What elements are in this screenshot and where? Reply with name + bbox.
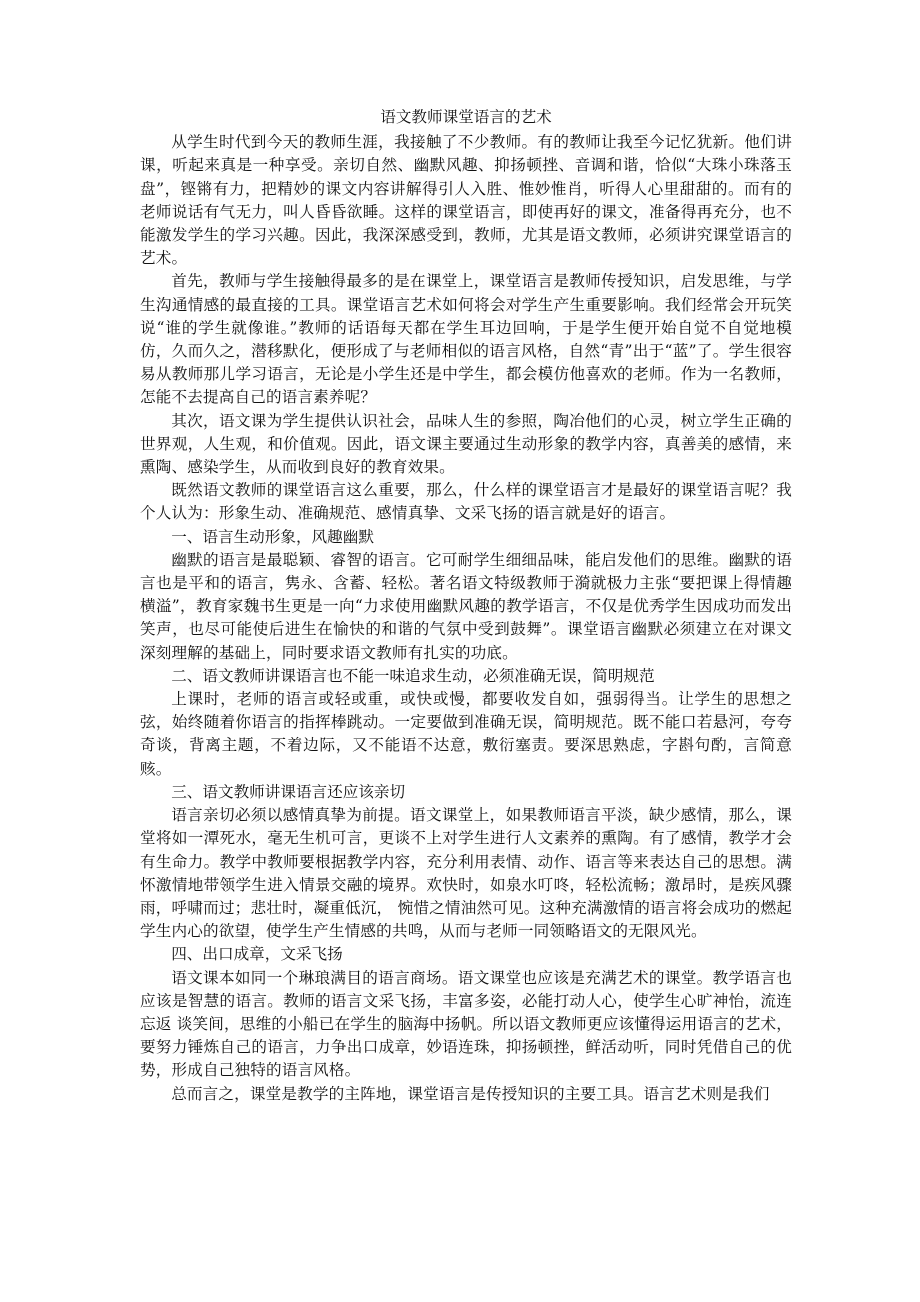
paragraph-intro: 从学生时代到今天的教师生涯，我接触了不少教师。有的教师让我至今记忆犹新。他们讲课，听起来真是一种享受。亲切自然、幽默风趣、抑扬顿挫、音调和谐，恰似“大珠小珠落玉盘”，铿锵有力，把精妙的课文内容讲解得引人入胜、惟妙惟肖，听得人心里甜甜的。而有的老师说话有气无力，叫人昏昏欲睡。这样的课堂语言，即使再好的课文，准备得再充分，也不能激发学生的学习兴趣。因此，我深深感受到，教师，尤其是语文教师，必须讲究课堂语言的艺术。 [140, 133, 792, 268]
paragraph-section-3: 语言亲切必须以感情真挚为前提。语文课堂上，如果教师语言平淡，缺少感情，那么，课堂将如一潭死水，毫无生机可言，更谈不上对学生进行人文素养的熏陶。有了感情，教学才会有生命力。教学中教师要根据教学内容，充分利用表情、动作、语言等来表达自己的思想。满怀激情地带领学生进入情景交融的境界。欢快时，如泉水叮咚，轻松流畅；激昂时，是疾风骤雨，呼啸而过；悲壮时，凝重低沉， 惋惜之情油然可见。这种充满激情的语言将会成功的燃起学生内心的欲望，使学生产生情感的共鸣，从而与老师一同领略语文的无限风光。 [140, 806, 792, 941]
section-heading-2: 二、语文教师讲课语言也不能一味追求生动，必须准确无误，简明规范 [171, 666, 655, 685]
paragraph-section-1: 幽默的语言是最聪颖、睿智的语言。它可耐学生细细品味，能启发他们的思维。幽默的语言也是平和的语言，隽永、含蓄、轻松。著名语文特级教师于漪就极力主张“要把课上得情趣横溢”，教育家魏书生更是一向“力求使用幽默风趣的教学语言，不仅是优秀学生因成功而发出笑声，也尽可能使后进生在愉快的和谐的气氛中受到鼓舞”。课堂语言幽默必须建立在对课文深刻理解的基础上，同时要求语文教师有扎实的功底。 [140, 550, 792, 662]
paragraph-section-2: 上课时，老师的语言或轻或重，或快或慢，都要收发自如，强弱得当。让学生的思想之弦，始终随着你语言的指挥棒跳动。一定要做到准确无误，简明规范。既不能口若悬河，夸夸奇谈，背离主题，不着边际，又不能语不达意，敷衍塞责。要深思熟虑，字斟句酌，言简意赅。 [140, 690, 792, 778]
document-page [140, 106, 792, 1106]
paragraph-thesis: 既然语文教师的课堂语言这么重要，那么，什么样的课堂语言才是最好的课堂语言呢？我个人认为：形象生动、准确规范、感情真挚、文采飞扬的语言就是好的语言。 [140, 481, 792, 523]
paragraph-conclusion: 总而言之，课堂是教学的主阵地，课堂语言是传授知识的主要工具。语言艺术则是我们 [171, 1084, 770, 1103]
section-heading-3: 三、语文教师讲课语言还应该亲切 [171, 782, 406, 801]
section-heading-1: 一、语言生动形象，风趣幽默 [171, 527, 374, 546]
paragraph-second: 其次，语文课为学生提供认识社会，品味人生的参照，陶冶他们的心灵，树立学生正确的世界观，人生观，和价值观。因此，语文课主要通过生动形象的教学内容，真善美的感情，来熏陶、感染学生，从而收到良好的教育效果。 [140, 411, 792, 477]
section-heading-4: 四、出口成章，文采飞扬 [171, 945, 343, 964]
paragraph-section-4: 语文课本如同一个琳琅满目的语言商场。语文课堂也应该是充满艺术的课堂。教学语言也应该是智慧的语言。教师的语言文采飞扬，丰富多姿，必能打动人心，使学生心旷神怡，流连忘返 谈笑间，思维的小船已在学生的脑海中扬帆。所以语文教师更应该懂得运用语言的艺术，要努力锤炼自己的语言，力争出口成章，妙语连珠，抑扬顿挫，鲜活动听，同时凭借自己的优势，形成自己独特的语言风格。 [140, 968, 792, 1080]
document-title: 语文教师课堂语言的艺术 [380, 108, 552, 126]
paragraph-first: 首先，教师与学生接触得最多的是在课堂上，课堂语言是教师传授知识，启发思维，与学生沟通情感的最直接的工具。课堂语言艺术如何将会对学生产生重要影响。我们经常会开玩笑说“谁的学生就像谁。”教师的话语每天都在学生耳边回响，于是学生便开始自觉不自觉地模仿，久而久之，潜移默化，便形成了与老师相似的语言风格，自然“青”出于“蓝”了。学生很容易从教师那儿学习语言，无论是小学生还是中学生，都会模仿他喜欢的老师。作为一名教师，怎能不去提高自己的语言素养呢？ [140, 272, 792, 407]
